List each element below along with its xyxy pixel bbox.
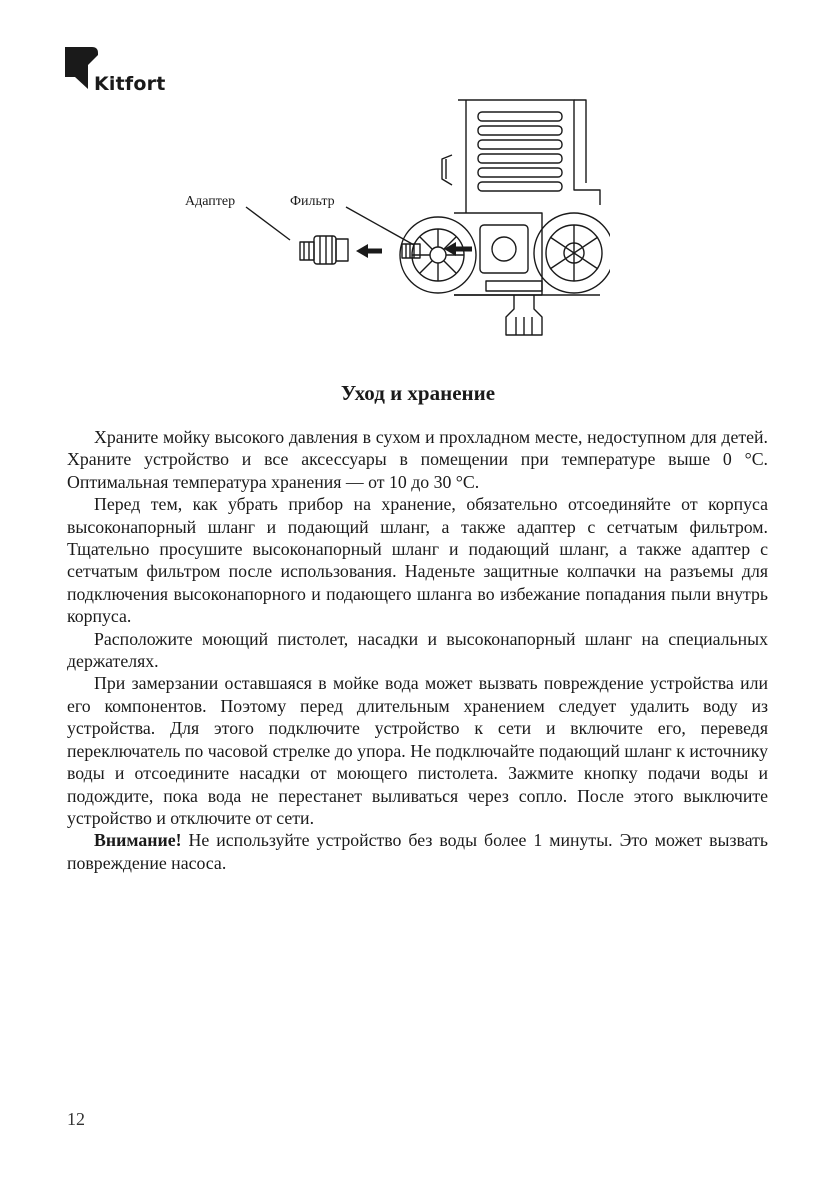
warning-label: Внимание! bbox=[94, 830, 182, 851]
warning-paragraph bbox=[67, 829, 768, 874]
section-title: Уход и хранение bbox=[340, 381, 496, 405]
body-text bbox=[67, 426, 768, 874]
device-figure bbox=[170, 95, 610, 345]
pressure-washer-icon bbox=[400, 100, 610, 335]
paragraph: Перед тем, как убрать прибор на хранение, обязательно отсоединяйте от корпуса высоконапорный шланг и подающий шланг, а также адаптер с сетчатым фильтром. Тщательно просушите высоконапорный шланг и подающий шланг, а также адаптер с сетчатым фильтром после использования. Наденьте защитные колпачки на разъемы для подключения высоконапорного и подающего шланга во избежание попадания пыли внутрь корпуса. bbox=[67, 494, 768, 627]
brand-name: Kitfort bbox=[94, 73, 166, 95]
filter-icon bbox=[402, 244, 420, 258]
paragraph: Расположите моющий пистолет, насадки и высоконапорный шланг на специальных держателях. bbox=[67, 628, 768, 672]
adapter-leader-line bbox=[246, 207, 290, 240]
figure-drawing bbox=[170, 95, 610, 345]
paragraph: При замерзании оставшаяся в мойке вода может вызвать повреждение устройства или его компонентов. Поэтому перед длительным хранением следует удалить воду из устройства. Для этого подключите устройство к сети и включите его, переведя переключатель по часовой стрелке до упора. Не подключайте подающий шланг к источнику воды и отсоедините насадки от моющего пистолета. Зажмите кнопку подачи воды и подождите, пока вода не перестанет выливаться через сопло. После этого выключите устройство и отключите от сети. bbox=[67, 673, 768, 828]
paragraph: Храните мойку высокого давления в сухом и прохладном месте, недоступном для детей. Храните устройство и все аксессуары в помещении при температуре выше 0 °C. Оптимальная температура хранения — от 10 до 30 °C. bbox=[67, 427, 768, 492]
page-number: 12 bbox=[67, 1109, 85, 1129]
warning-text: Не используйте устройство без воды более 1 минуты. Это может вызвать повреждение насоса. bbox=[67, 830, 768, 873]
label-adapter: Адаптер bbox=[185, 194, 236, 209]
label-filter: Фильтр bbox=[290, 194, 335, 209]
adapter-icon bbox=[300, 236, 348, 264]
arrow-left-icon bbox=[356, 244, 382, 258]
